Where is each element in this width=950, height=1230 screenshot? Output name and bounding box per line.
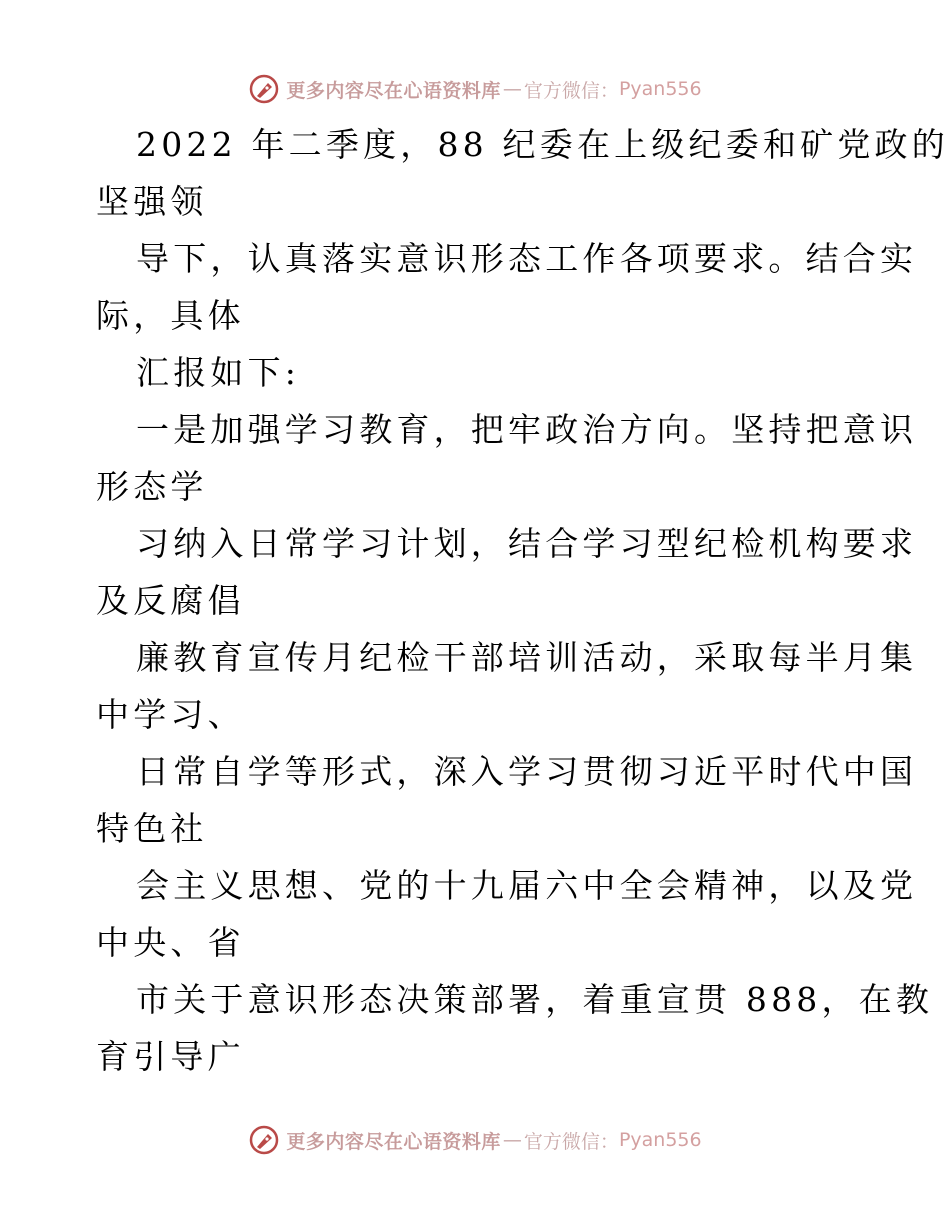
header-watermark	[0, 72, 950, 106]
text-line: 特色社	[96, 809, 208, 848]
text-line: 育引导广	[96, 1037, 245, 1076]
watermark-prefix: 更多内容尽在心语资料库	[286, 79, 501, 102]
watermark-prefix: 更多内容尽在心语资料库	[286, 1130, 501, 1153]
text-line: 市关于意识形态决策部署，着重宣贯 888，在教	[136, 980, 934, 1019]
text-line: 汇报如下:	[136, 353, 301, 392]
watermark-wechat-label: 官方微信：	[523, 79, 619, 102]
text-line: 日常自学等形式，深入学习贯彻习近平时代中国	[136, 752, 918, 791]
text-line: 际，具体	[96, 296, 245, 335]
footer-watermark	[0, 1123, 950, 1157]
text-line: 习纳入日常学习计划，结合学习型纪检机构要求	[136, 524, 918, 563]
watermark-dash: —	[502, 78, 522, 100]
text-line: 廉教育宣传月纪检干部培训活动，采取每半月集	[136, 638, 918, 677]
text-line: 会主义思想、党的十九届六中全会精神，以及党	[136, 866, 918, 905]
text-line: 中央、省	[96, 923, 245, 962]
watermark-wechat-id: Pyan556	[618, 1129, 702, 1151]
document-body	[96, 116, 949, 1085]
watermark-wechat-id: Pyan556	[618, 78, 702, 100]
watermark-dash: —	[502, 1129, 522, 1151]
text-line: 一是加强学习教育，把牢政治方向。坚持把意识	[136, 410, 918, 449]
text-line: 中学习、	[96, 695, 245, 734]
text-line: 及反腐倡	[96, 581, 245, 620]
text-line: 形态学	[96, 467, 208, 506]
text-line: 导下，认真落实意识形态工作各项要求。结合实	[136, 239, 918, 278]
pen-nib-circle-icon	[248, 73, 280, 105]
text-line: 坚强领	[96, 182, 208, 221]
pen-nib-circle-icon	[248, 1124, 280, 1156]
watermark-wechat-label: 官方微信：	[523, 1130, 619, 1153]
text-line: 2022 年二季度，88 纪委在上级纪委和矿党政的	[136, 125, 949, 164]
